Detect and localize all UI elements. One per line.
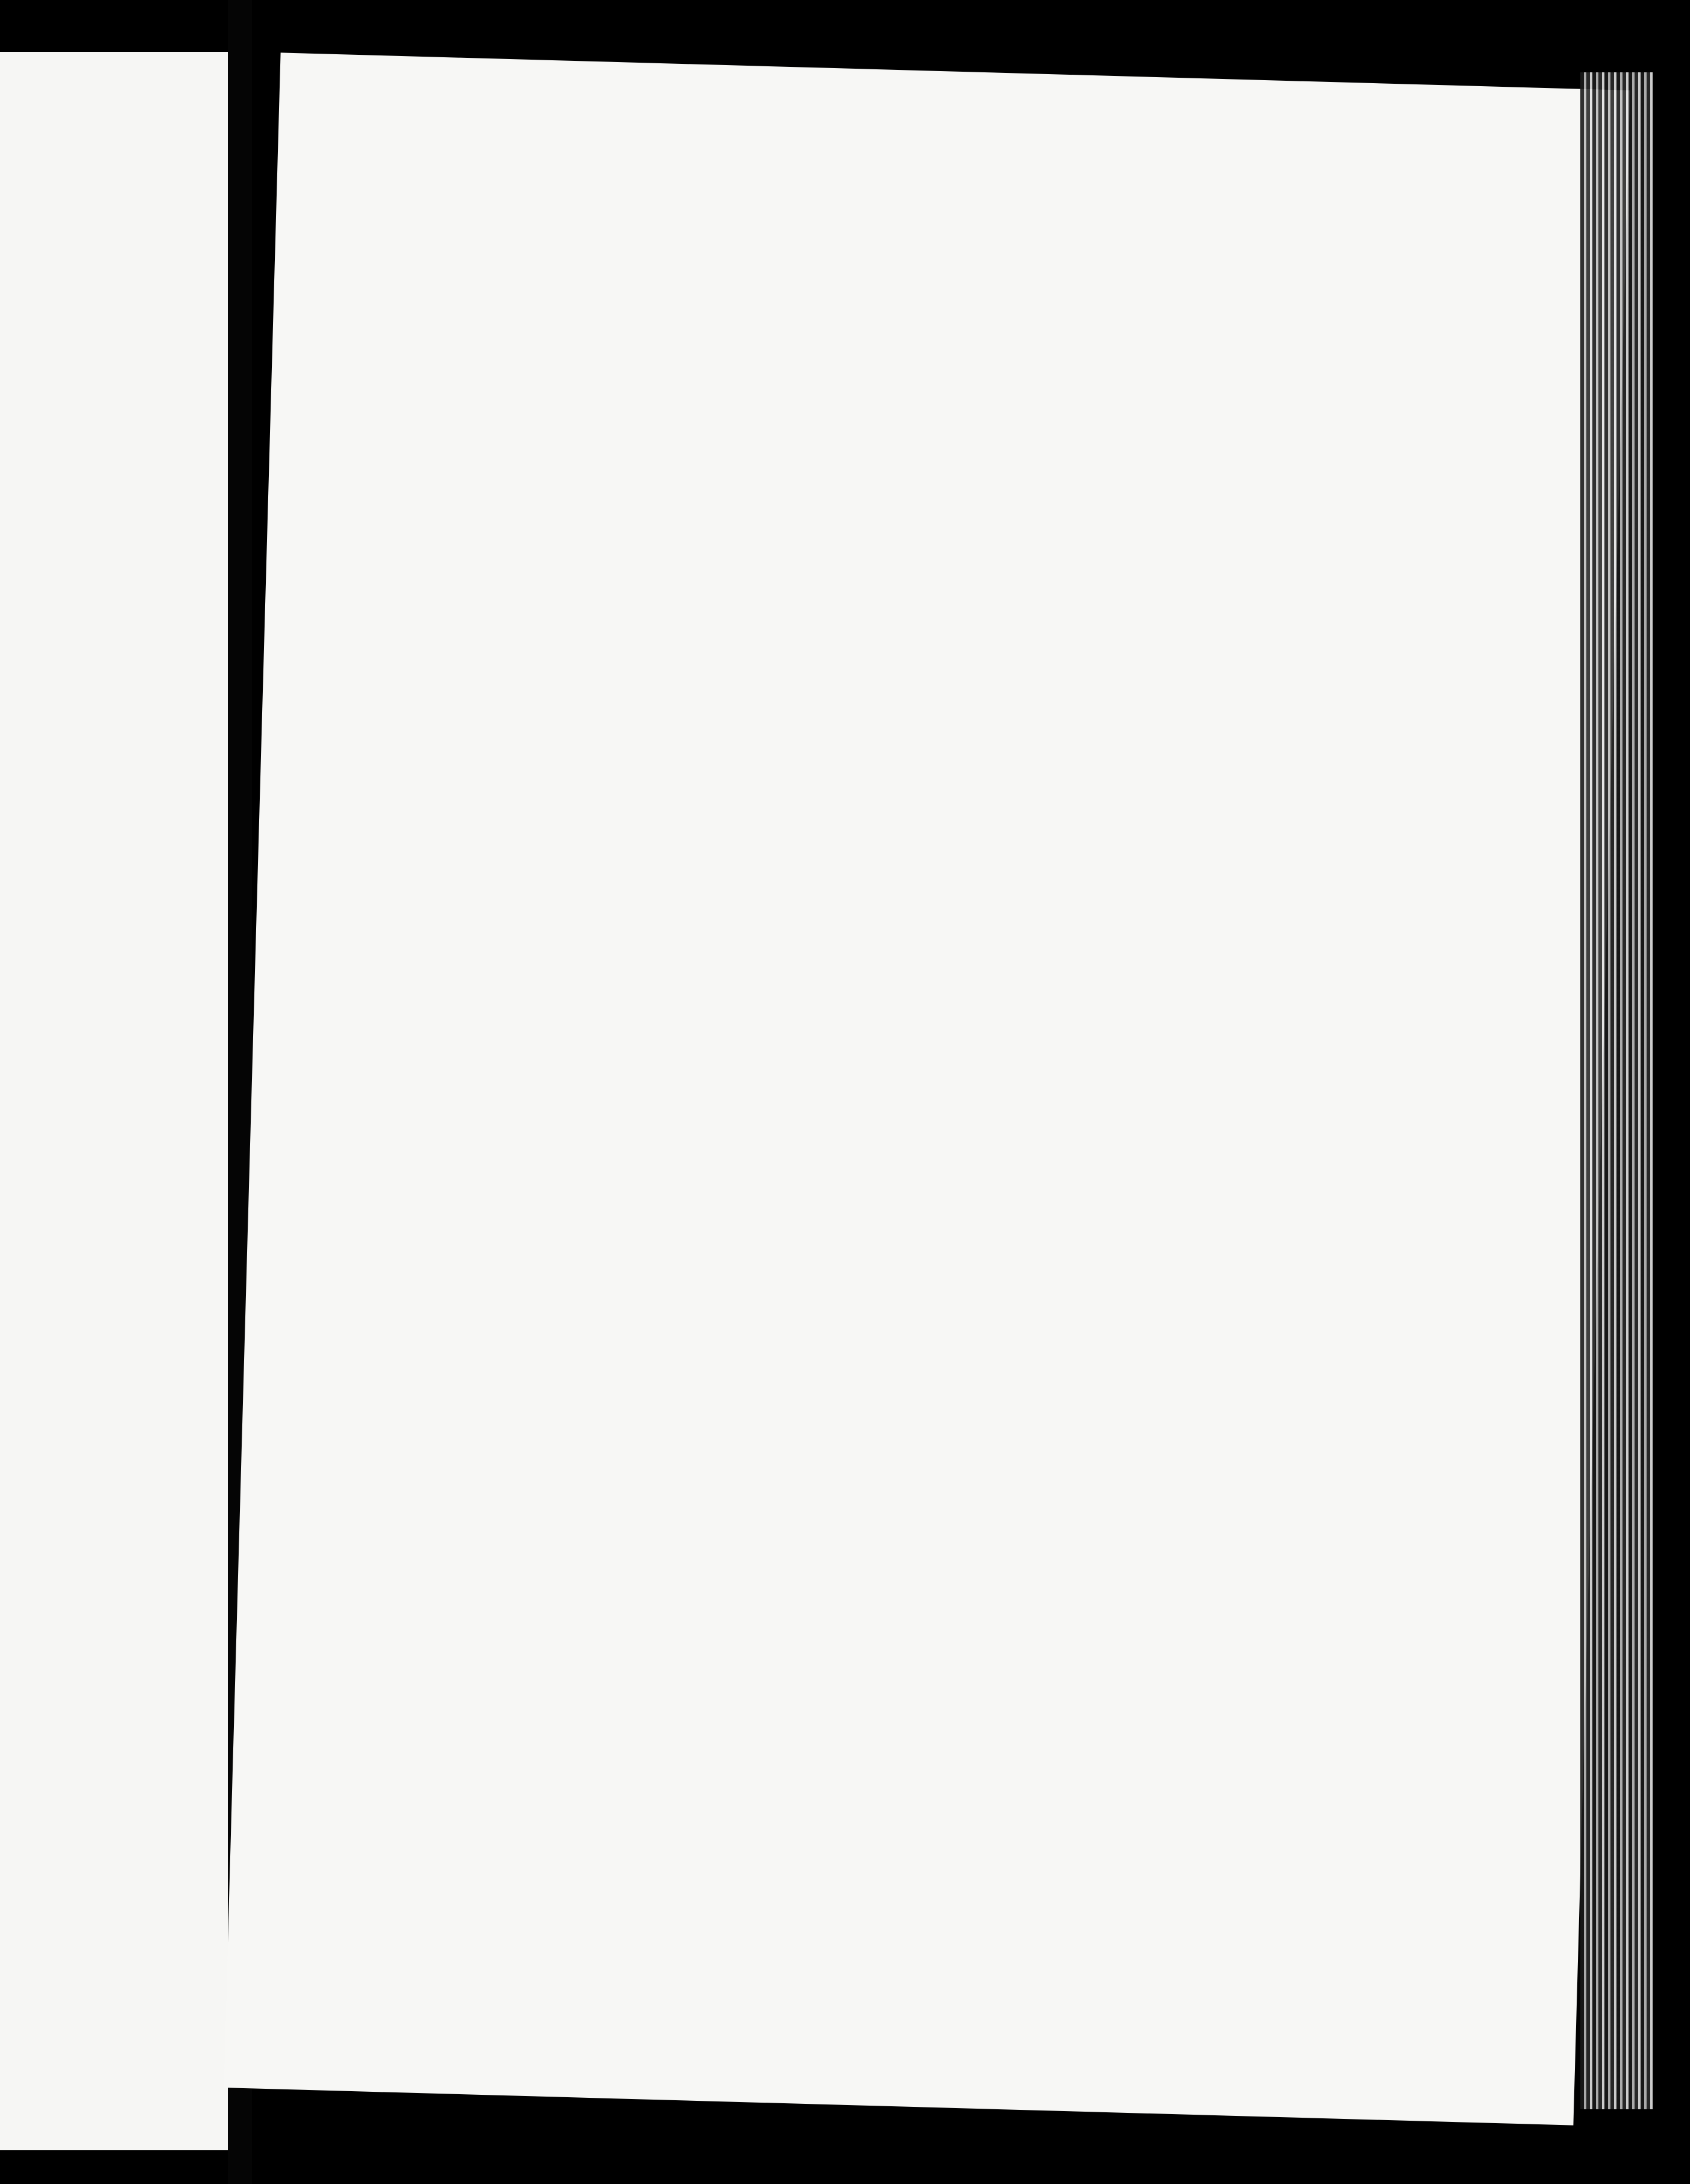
chapter-title	[274, 306, 1491, 339]
right-page	[224, 52, 1630, 2125]
body-text	[281, 52, 1630, 90]
page-edges	[1580, 72, 1653, 2109]
bleedthrough-text	[370, 92, 1515, 124]
left-page	[0, 52, 230, 2150]
chapter-subtitle	[271, 408, 1487, 442]
